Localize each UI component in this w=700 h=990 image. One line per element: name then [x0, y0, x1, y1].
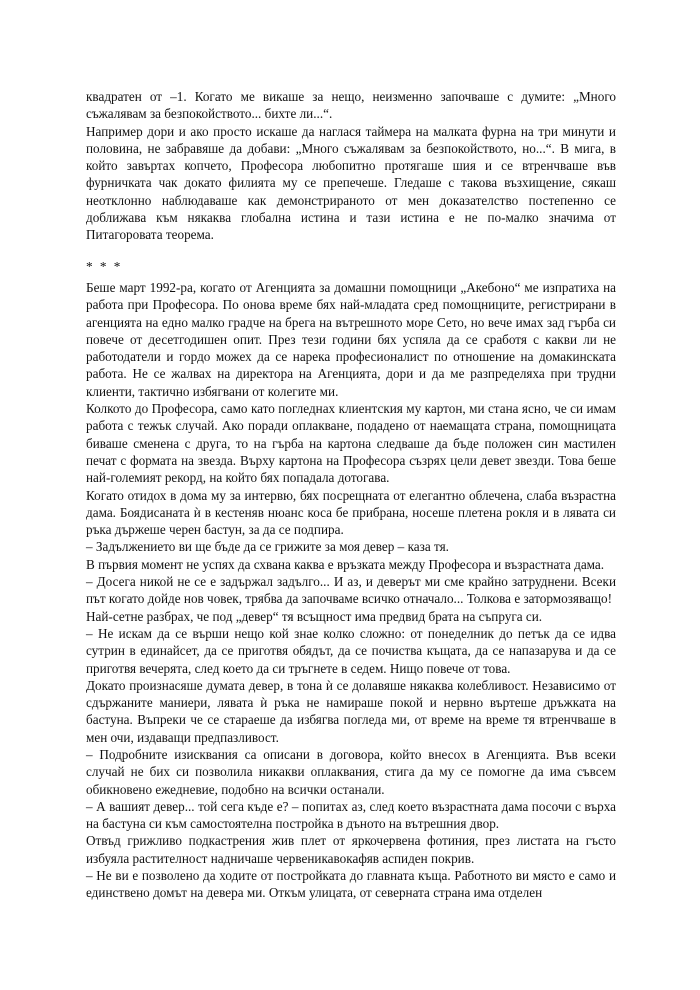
document-page	[86, 88, 616, 902]
paragraph-4: Колкото до Професора, само като погледнах клиентския му картон, ми стана ясно, че си имам работа с тежък случай. Ако поради оплакване, подадено от наемащата страна, помощницата биваше сменена с друга, то на гърба на картона следваше да бъде положен син мастилен печат с формата на звезда. Върху картона на Професора съзрях цели девет звезди. Това беше най-големият рекорд, на който бях попадала дотогава.	[86, 401, 616, 486]
paragraph-9: Най-сетне разбрах, че под „девер“ тя всъщност има предвид брата на съпруга си.	[86, 608, 543, 624]
paragraph-1: квадратен от –1. Когато ме викаше за нещо, неизменно започваше с думите: „Много съжалявам за безпокойството... бихте ли...“.	[86, 89, 616, 122]
paragraph-5: Когато отидох в дома му за интервю, бях посрещната от елегантно облечена, слаба възрастна дама. Боядисаната ѝ в кестеняв нюанс коса бе прибрана, носеше плетена рокля и в лявата си ръка държеше черен бастун, за да се подпира.	[86, 487, 616, 538]
paragraph-14: Отвъд грижливо подкастрения жив плет от яркочервена фотиния, през листата на гъсто избуяла растителност надничаше червеникавокафяв аспиден покрив.	[86, 833, 616, 866]
paragraph-13: – А вашият девер... той сега къде е? – попитах аз, след което възрастната дама посочи с върха на бастуна си към самостоятелна постройка в дъното на вътрешния двор.	[86, 798, 616, 832]
paragraph-2: Например дори и ако просто искаше да наглася таймера на малката фурна на три минути и половина, не забравяше да добави: „Много съжалявам за безпокойството, но...“. В мига, в който завъртах копчето, Професора любопитно протягаше шия и се втренчваше във фурничката чак докато филията му се препечеше. Гледаше с такова възхищение, сякаш неотклонно наблюдаваше как демонстрираното от мен доказателство постепенно се доближава към някаква глобална истина и тази истина е не по-малко значима от Питагоровата теорема.	[86, 123, 616, 243]
paragraph-15: – Не ви е позволено да ходите от постройката до главната къща. Работното ви място е само и единствено домът на девера ми. Откъм улицата, от северната страна има отделен	[86, 868, 616, 901]
section-separator: * * *	[86, 258, 123, 274]
paragraph-7: В първия момент не успях да схвана каква е връзката между Професора и възрастната дама.	[86, 556, 605, 572]
paragraph-10: – Не искам да се върши нещо кой знае колко сложно: от понеделник до петък да се идва сутрин в единайсет, да се приготвя обядът, да се почиства къщата, да се напазарува и да се приготвя вечерята, след което да си тръгнете в седем. Нищо повече от това.	[86, 625, 616, 676]
paragraph-8: – Досега никой не се е задържал задълго... И аз, и деверът ми сме крайно затруднени. Всеки път когато дойде нов човек, трябва да започваме всичко отначало... Толкова е затормозяващо!	[86, 574, 616, 607]
paragraph-3: Беше март 1992-ра, когато от Агенцията за домашни помощници „Акебоно“ ме изпратиха на работа при Професора. По онова време бях най-младата сред помощниците, регистрирани в агенцията на едно малко градче на брега на вътрешното море Сето, но вече имах зад гърба си повече от десетгодишен опит. През тези години бях успяла да се сработя с какви ли не работодатели и гордо можех да се нарека професионалист по отношение на домакинската работа. Не се жалвах на директора на Агенцията, дори и да ме разпределяха при трудни клиенти, тактично избягвани от колегите ми.	[86, 279, 616, 399]
paragraph-6: – Задължението ви ще бъде да се грижите за моя девер – каза тя.	[86, 539, 449, 555]
paragraph-11: Докато произнасяше думата девер, в тона ѝ се долавяше някаква колебливост. Независимо от сдържаните маниери, лявата ѝ ръка не намираше покой и нервно въртеше дръжката на бастуна. Въпреки че се стараеше да избягва погледа ми, от време на време тя втренчваше в мен очи, издаващи предпазливост.	[86, 677, 616, 745]
paragraph-12: – Подробните изисквания са описани в договора, който внесох в Агенцията. Във всеки случай не бих си позволила никакви оплаквания, стига да му се помогне да има съвсем обикновено ежедневие, подобно на всички останали.	[86, 746, 616, 797]
